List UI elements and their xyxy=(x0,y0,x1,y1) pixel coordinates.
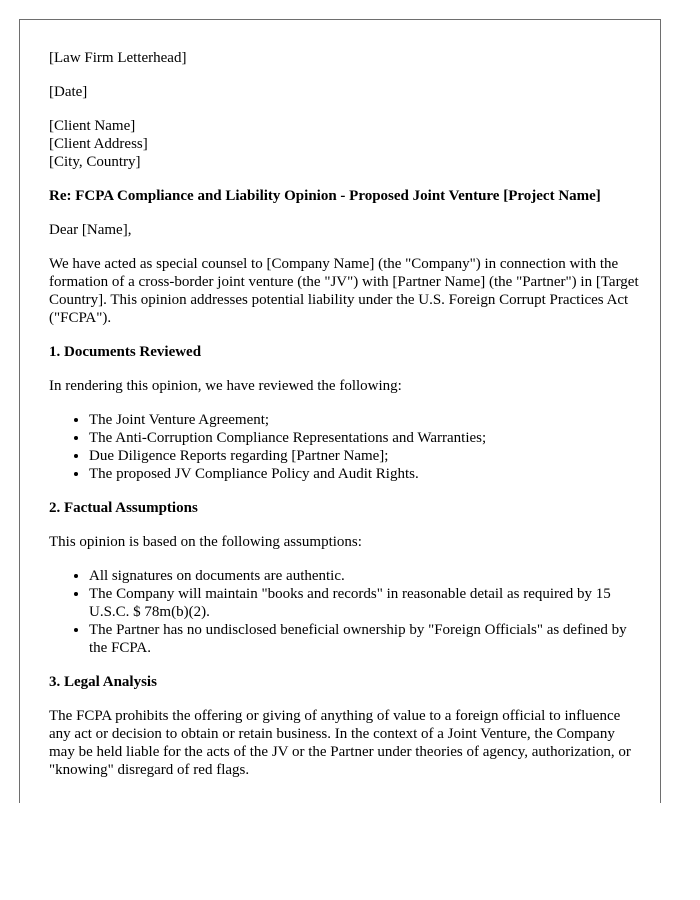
letterhead: [Law Firm Letterhead] xyxy=(49,50,187,66)
salutation: Dear [Name], xyxy=(49,222,132,238)
intro-paragraph: We have acted as special counsel to [Company Name] (the "Company") in connection with the formation of a cross-border joint venture (the "JV") with [Partner Name] (the "Partner") in [Target Country]. This opinion addresses potential liability under the U.S. Foreign Corrupt Practices Act ("FCPA"). xyxy=(49,256,639,326)
recipient-address xyxy=(49,117,639,171)
documents-list xyxy=(49,411,639,483)
section-heading-analysis: 3. Legal Analysis xyxy=(49,674,157,690)
section-heading-assumptions: 2. Factual Assumptions xyxy=(49,500,198,516)
list-item: • The proposed JV Compliance Policy and Audit Rights. xyxy=(89,465,639,483)
section-lead-documents: In rendering this opinion, we have reviewed the following: xyxy=(49,378,402,394)
recipient-street: [Client Address] xyxy=(49,136,148,152)
analysis-paragraph: The FCPA prohibits the offering or giving of anything of value to a foreign official to influence any act or decision to obtain or retain business. In the context of a Joint Venture, the Company may be held liable for the acts of the JV or the Partner under theories of agency, authorization, or "knowing" disregard of red flags. xyxy=(49,708,631,778)
list-item: • All signatures on documents are authentic. xyxy=(89,567,639,585)
recipient-city: [City, Country] xyxy=(49,154,141,170)
recipient-name: [Client Name] xyxy=(49,118,136,134)
letter-content xyxy=(49,49,639,795)
section-heading-documents: 1. Documents Reviewed xyxy=(49,344,202,360)
list-item: • Due Diligence Reports regarding [Partner Name]; xyxy=(89,447,639,465)
list-item: • The Company will maintain "books and records" in reasonable detail as required by 15 U.S.C. $ 78m(b)(2). xyxy=(89,585,639,621)
subject-line: Re: FCPA Compliance and Liability Opinion - Proposed Joint Venture [Project Name] xyxy=(49,188,601,204)
assumptions-list xyxy=(49,567,639,657)
letter-page xyxy=(19,19,661,803)
letter-date: [Date] xyxy=(49,84,88,100)
list-item: • The Joint Venture Agreement; xyxy=(89,411,639,429)
list-item: • The Partner has no undisclosed beneficial ownership by "Foreign Officials" as defined by the FCPA. xyxy=(89,621,639,657)
list-item: • The Anti-Corruption Compliance Representations and Warranties; xyxy=(89,429,639,447)
section-lead-assumptions: This opinion is based on the following assumptions: xyxy=(49,534,362,550)
